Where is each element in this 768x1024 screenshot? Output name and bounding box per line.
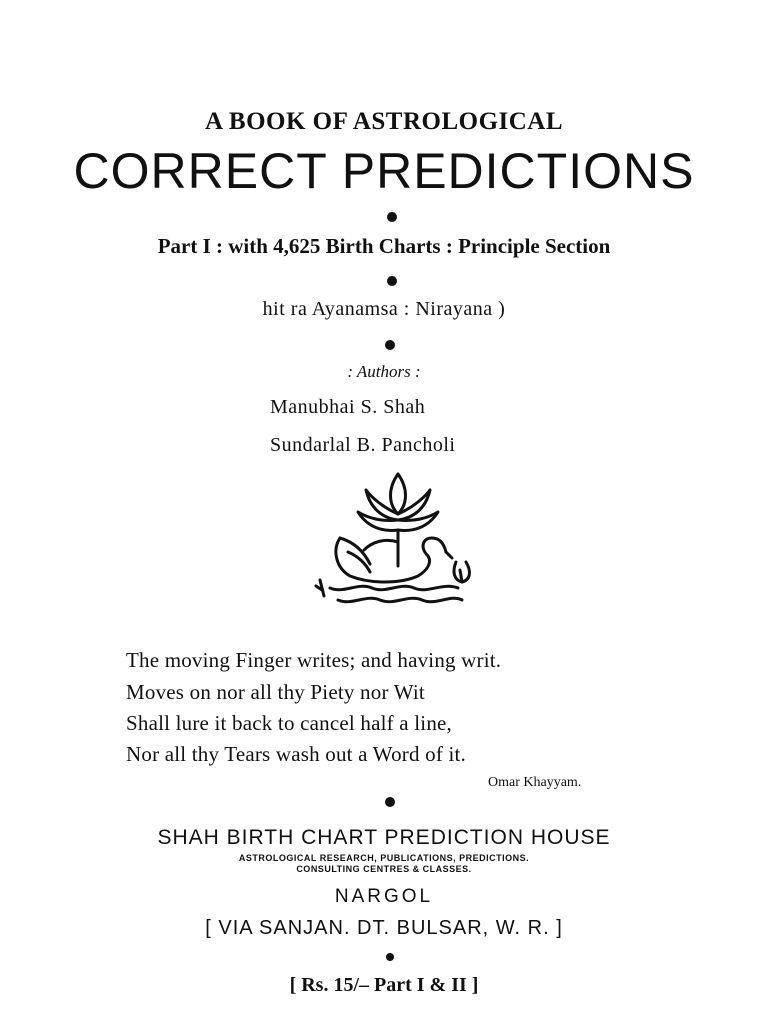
bullet-divider — [385, 340, 395, 350]
author-name: Sundarlal B. Pancholi — [270, 434, 456, 456]
publisher-place: NARGOL — [334, 886, 434, 907]
ayanamsa-line: hit ra Ayanamsa : Nirayana ) — [262, 298, 506, 320]
poem-line: Moves on nor all thy Piety nor Wit — [126, 680, 425, 704]
bullet-divider — [387, 212, 397, 222]
lotus-swan-emblem-icon — [310, 468, 480, 618]
author-name: Manubhai S. Shah — [270, 396, 426, 418]
publisher-name: SHAH BIRTH CHART PREDICTION HOUSE — [157, 826, 611, 849]
bullet-divider — [385, 797, 395, 807]
book-price: [ Rs. 15/– Part I & II ] — [289, 974, 479, 996]
book-subtitle: Part I : with 4,625 Birth Charts : Principle Section — [157, 234, 611, 258]
bullet-divider — [387, 276, 397, 286]
poem-attribution: Omar Khayyam. — [488, 775, 582, 790]
poem-line: The moving Finger writes; and having writ. — [126, 648, 502, 672]
poem-line: Nor all thy Tears wash out a Word of it. — [126, 742, 467, 766]
publisher-tagline: ASTROLOGICAL RESEARCH, PUBLICATIONS, PREDICTIONS. — [238, 853, 530, 863]
publisher-address: [ VIA SANJAN. DT. BULSAR, W. R. ] — [205, 917, 563, 939]
book-kicker: A BOOK OF ASTROLOGICAL — [204, 108, 564, 135]
poem-line: Shall lure it back to cancel half a line, — [126, 711, 452, 735]
publisher-tagline: CONSULTING CENTRES & CLASSES. — [296, 864, 472, 874]
authors-label: : Authors : — [347, 362, 421, 381]
book-title: CORRECT PREDICTIONS — [73, 143, 695, 199]
bullet-divider — [386, 953, 394, 961]
